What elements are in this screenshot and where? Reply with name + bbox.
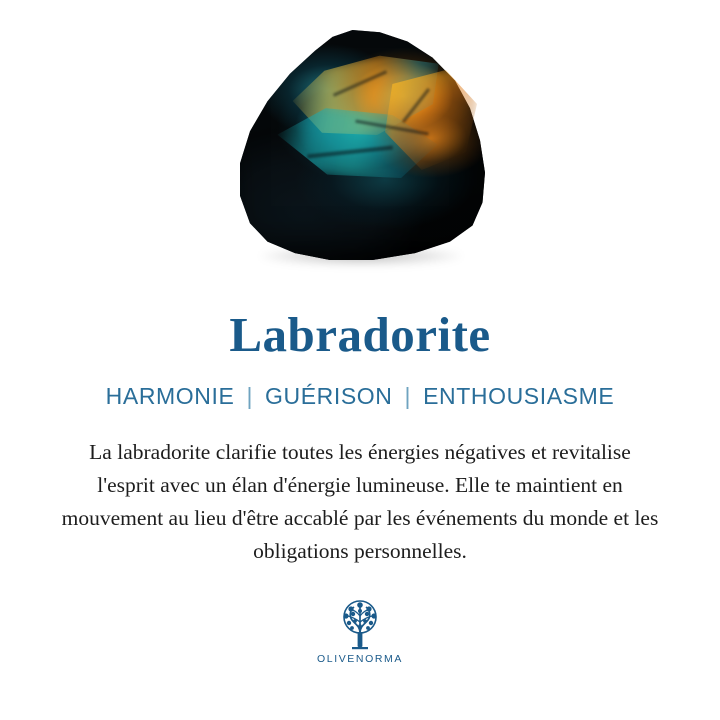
page-title: Labradorite: [229, 307, 491, 362]
brand-logo: [317, 598, 403, 665]
stone-body: [235, 30, 485, 260]
keyword-enthousiasme: ENTHOUSIASME: [423, 383, 615, 409]
keyword-guerison: GUÉRISON: [265, 383, 393, 409]
keyword-separator: |: [404, 383, 412, 409]
stone-shadow: [261, 246, 461, 266]
labradorite-stone-image: [235, 30, 485, 260]
keyword-separator: |: [246, 383, 254, 409]
brand-name: OLIVENORMA: [316, 652, 403, 665]
description-text: La labradorite clarifie toutes les énergies négatives et revitalise l'esprit avec un élan d'énergie lumineuse. Elle te maintient en mouvement au lieu d'être accablé par les événements du monde et les obligations personnelles.: [61, 440, 659, 563]
keyword-harmonie: HARMONIE: [105, 383, 235, 409]
tree-of-life-icon: [329, 598, 391, 650]
stone-image-area: [0, 0, 720, 288]
keyword-list: [106, 383, 615, 410]
